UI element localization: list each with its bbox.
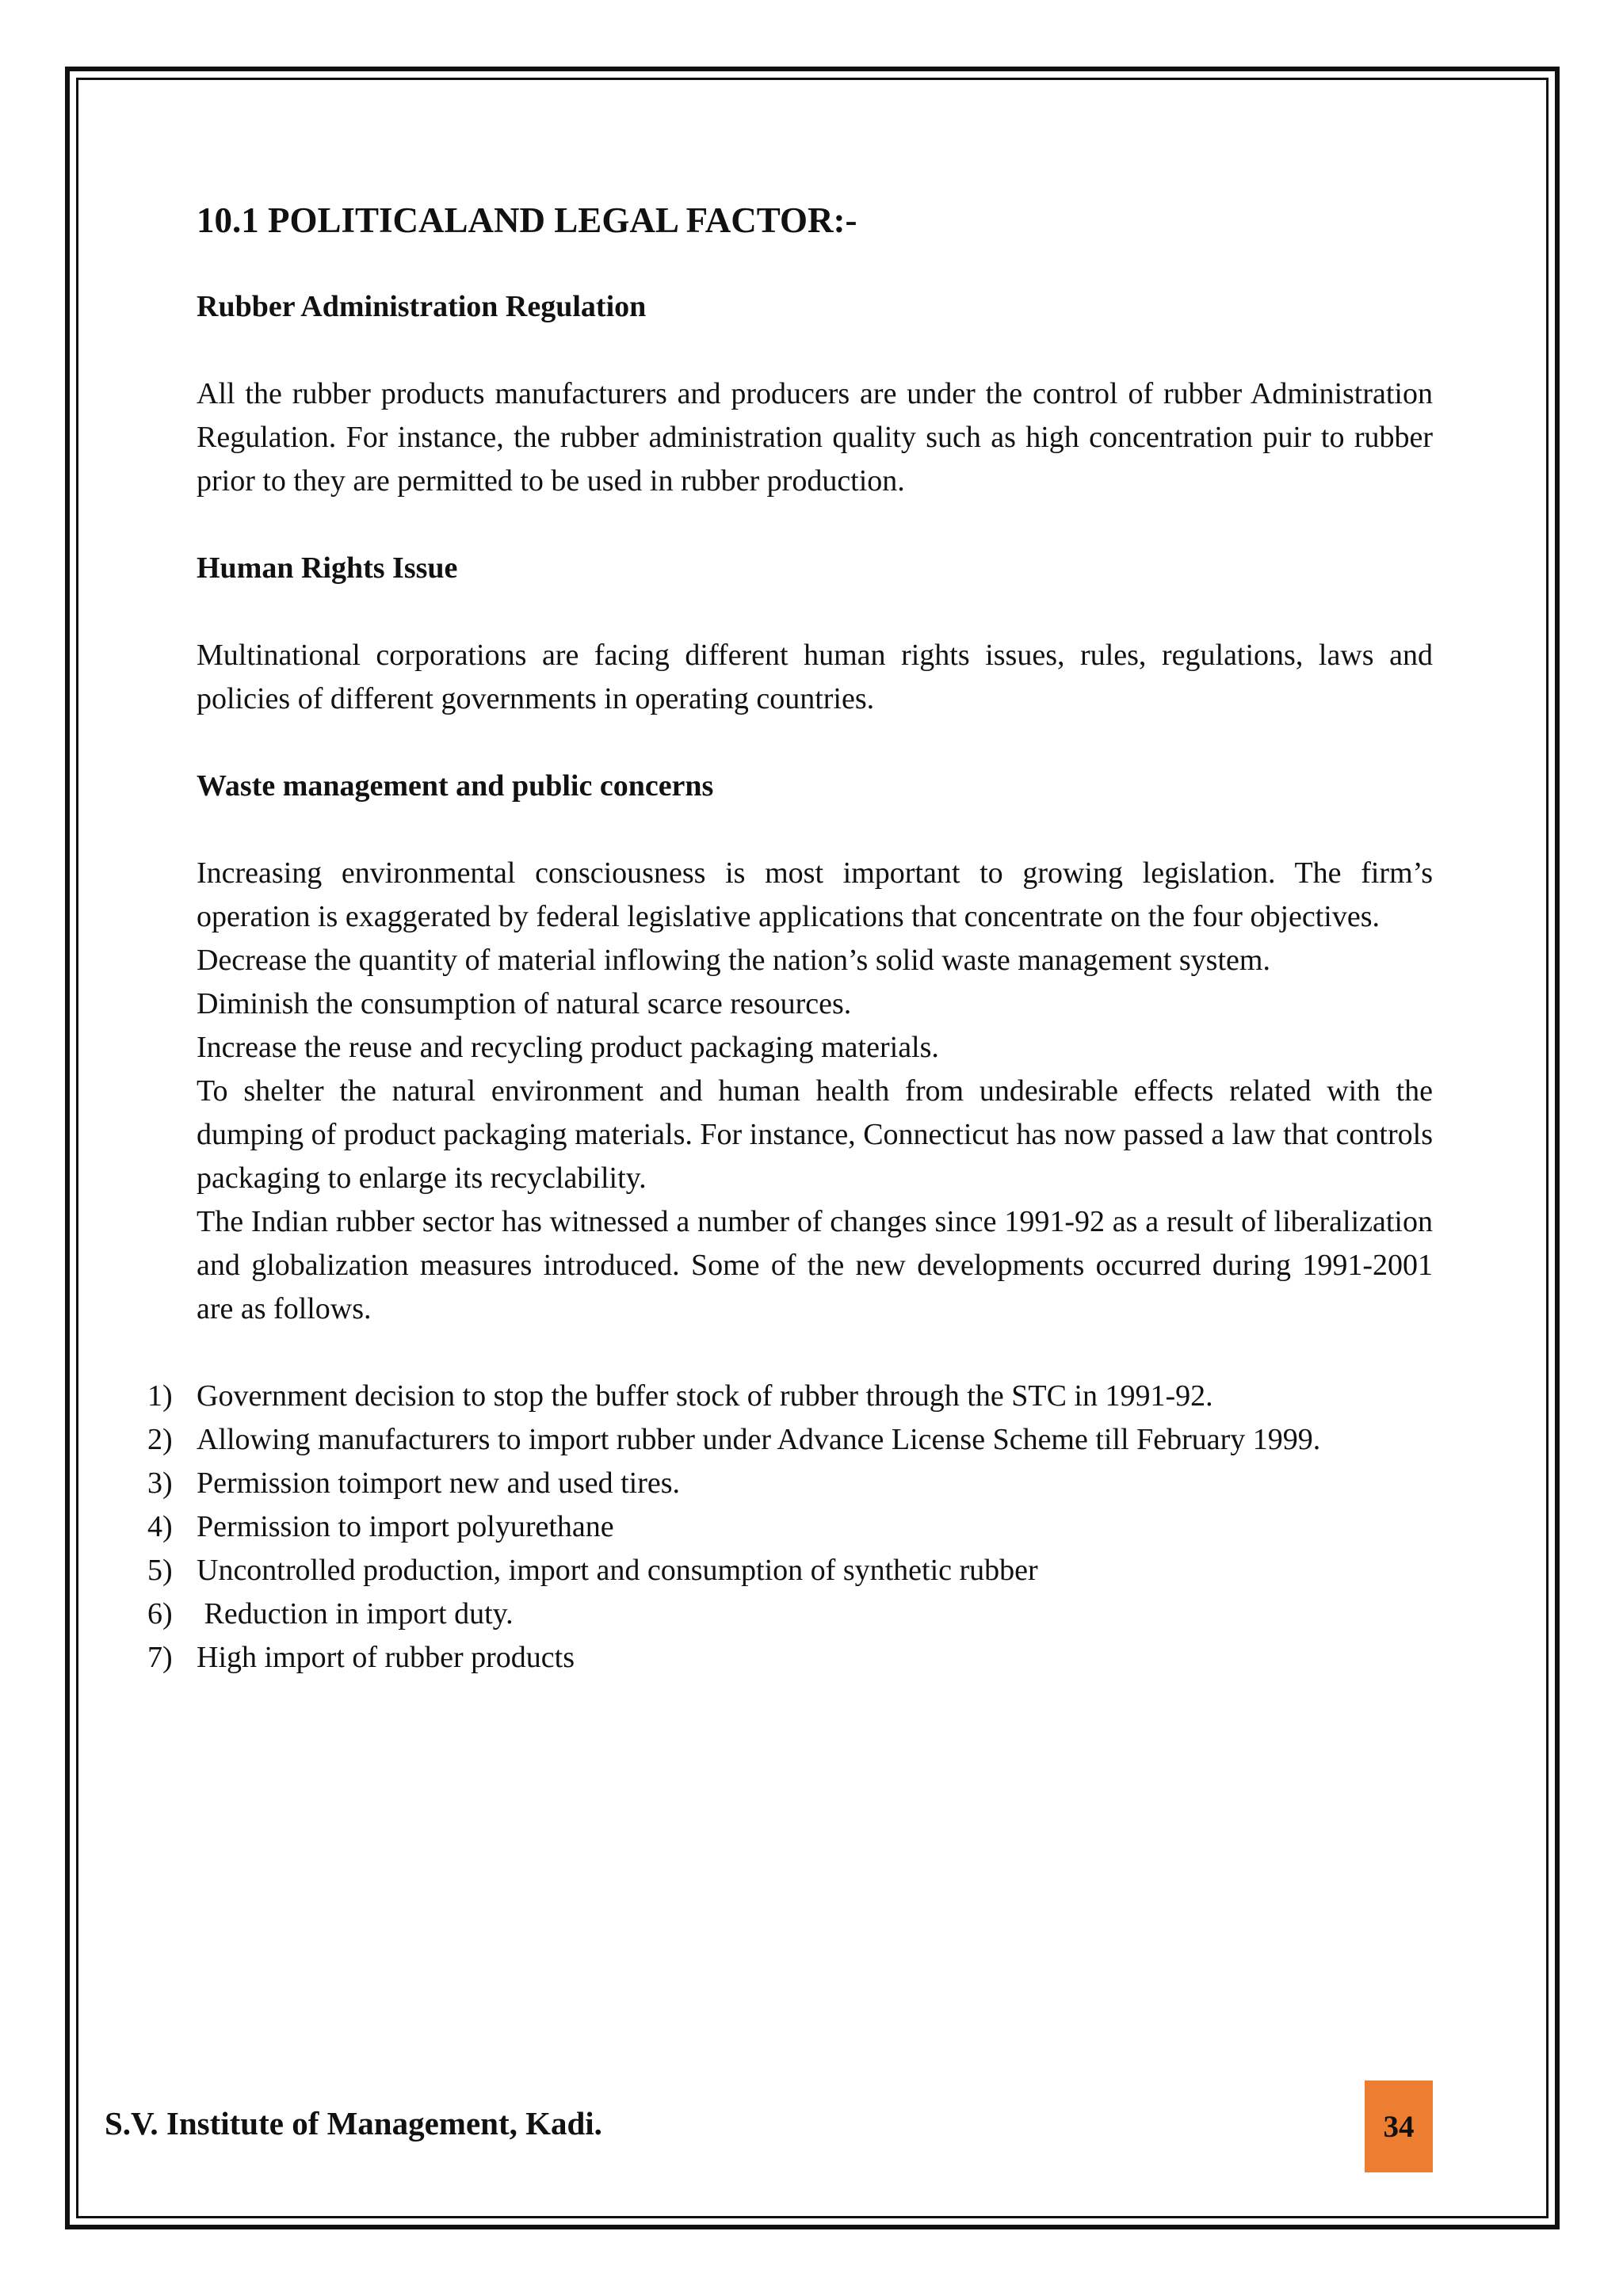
section-heading-human-rights: Human Rights Issue [197,551,458,585]
section-heading-rubber-admin: Rubber Administration Regulation [197,290,647,323]
page-title: 10.1 POLITICALAND LEGAL FACTOR:- [197,200,857,240]
footer-institute: S.V. Institute of Management, Kadi. [105,2105,602,2142]
page-number-badge [1365,2081,1433,2172]
page-content [147,196,1433,1680]
list-item [147,1462,1433,1505]
list-item [147,1375,1433,1418]
section-body-rubber-admin: All the rubber products manufacturers and producers are under the control of rubber Administration Regulation. For instance, the rubber administration quality such as high concentration puir to rubber prior to they are permitted to be used in rubber production. [197,377,1433,498]
developments-list [147,1375,1433,1680]
list-item-text: Reduction in import duty. [197,1597,514,1630]
section-heading-waste: Waste management and public concerns [197,769,714,803]
list-item-text: Permission to import polyurethane [197,1510,614,1543]
list-item-number: 2) [147,1423,173,1456]
list-item-text: High import of rubber products [197,1641,575,1674]
list-item-number: 5) [147,1554,173,1587]
list-item [147,1636,1433,1680]
section-body-human-rights: Multinational corporations are facing different human rights issues, rules, regulations, laws and policies of different governments in operating countries. [197,639,1433,715]
list-item-text: Permission toimport new and used tires. [197,1466,681,1500]
waste-line-2: Diminish the consumption of natural scarce resources. [197,987,852,1020]
waste-line-4: To shelter the natural environment and human health from undesirable effects related with the dumping of product packaging materials. For instance, Connecticut has now passed a law that controls packaging to enlarge its recyclability. [197,1074,1433,1195]
waste-line-3: Increase the reuse and recycling product packaging materials. [197,1031,939,1064]
section-body-waste [197,852,1433,1331]
list-item-number: 6) [147,1597,173,1630]
list-item [147,1418,1433,1462]
list-item-text: Government decision to stop the buffer stock of rubber through the STC in 1991-92. [197,1379,1213,1413]
page-number: 34 [1383,2109,1415,2144]
list-item-number: 1) [147,1379,173,1413]
list-item-text: Allowing manufacturers to import rubber under Advance License Scheme till February 1999. [197,1423,1321,1456]
list-item [147,1549,1433,1592]
list-item-number: 4) [147,1510,173,1543]
list-item-number: 7) [147,1641,173,1674]
list-item-text: Uncontrolled production, import and consumption of synthetic rubber [197,1554,1038,1587]
waste-line-5: The Indian rubber sector has witnessed a number of changes since 1991-92 as a result of liberalization and globalization measures introduced. Some of the new developments occurred during 1991-2001 are as follows. [197,1205,1433,1325]
waste-intro: Increasing environmental consciousness is most important to growing legislation. The firm’s operation is exaggerated by federal legislative applications that concentrate on the four objectives. [197,856,1433,933]
waste-line-1: Decrease the quantity of material inflowing the nation’s solid waste management system. [197,944,1270,977]
list-item [147,1505,1433,1549]
list-item-number: 3) [147,1466,173,1500]
list-item [147,1592,1433,1636]
